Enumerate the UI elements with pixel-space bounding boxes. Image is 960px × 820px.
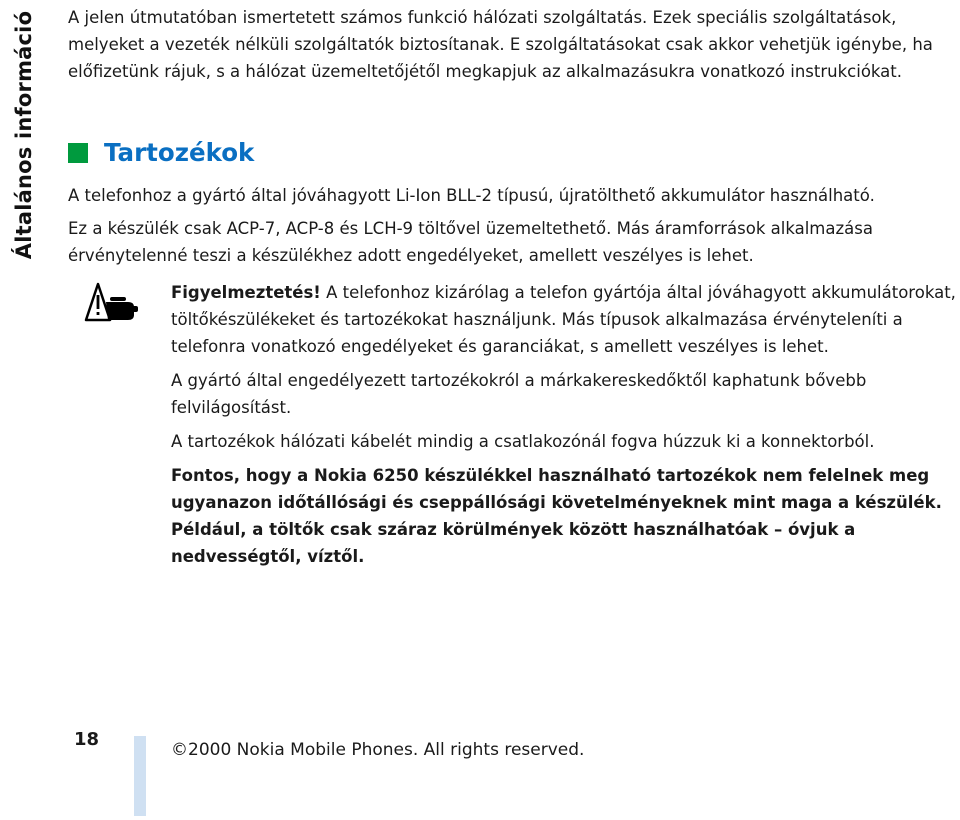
intro-paragraph: A jelen útmutatóban ismertetett számos funkció hálózati szolgáltatás. Ezek speciális szolgáltatások, melyeket a vezeték nélküli szolgáltatók biztosítanak. E szolgáltatásokat csak akkor vehetjük igénybe, ha előfizetünk rájuk, s a hálózat üzemeltetőjétől megkapjuk az alkalmazásukra vonatkozó instrukciókat. <box>68 8 933 81</box>
cable-paragraph: A tartozékok hálózati kábelét mindig a csatlakozónál fogva húzzuk ki a konnektorból. <box>171 432 875 451</box>
battery-paragraph: A telefonhoz a gyártó által jóváhagyott Li-Ion BLL-2 típusú, újratölthető akkumulátor használható. <box>68 186 875 205</box>
warning-hand-icon <box>84 282 140 322</box>
important-paragraph: Fontos, hogy a Nokia 6250 készülékkel használható tartozékok nem felelnek meg ugyanazon időtállósági és cseppállósági követelményeknek mint maga a készülék. Például, a töltők csak száraz körülmények között használhatóak – óvjuk a nedvességtől, víztől. <box>171 466 942 566</box>
copyright-text: ©2000 Nokia Mobile Phones. All rights reserved. <box>171 740 585 760</box>
dealer-paragraph: A gyártó által engedélyezett tartozékokról a márkakereskedőktől kaphatunk bővebb felvilágosítást. <box>171 371 867 417</box>
side-tab-label: Általános információ <box>12 10 36 260</box>
warning-paragraph <box>171 279 960 360</box>
warning-text: A telefonhoz kizárólag a telefon gyártója által jóváhagyott akkumulátorokat, töltőkészülékeket és tartozékokat használjunk. Más típusok alkalmazása érvényteleníti a telefonra vonatkozó engedélyeket és garanciákat, s amellett veszélyes is lehet. <box>171 283 956 356</box>
side-tab <box>0 0 48 270</box>
page-number: 18 <box>74 729 100 750</box>
warning-block <box>171 279 960 577</box>
charger-paragraph: Ez a készülék csak ACP-7, ACP-8 és LCH-9 töltővel üzemeltethető. Más áramforrások alkalmazása érvénytelenné teszi a készülékhez adott engedélyeket, amellett veszélyes is lehet. <box>68 219 873 265</box>
footer-bar <box>134 736 146 816</box>
heading-square-icon <box>68 143 88 163</box>
section-title: Tartozékok <box>104 138 255 167</box>
warning-label: Figyelmeztetés! <box>171 283 321 302</box>
intro-section <box>68 4 956 85</box>
section-heading <box>68 138 254 167</box>
